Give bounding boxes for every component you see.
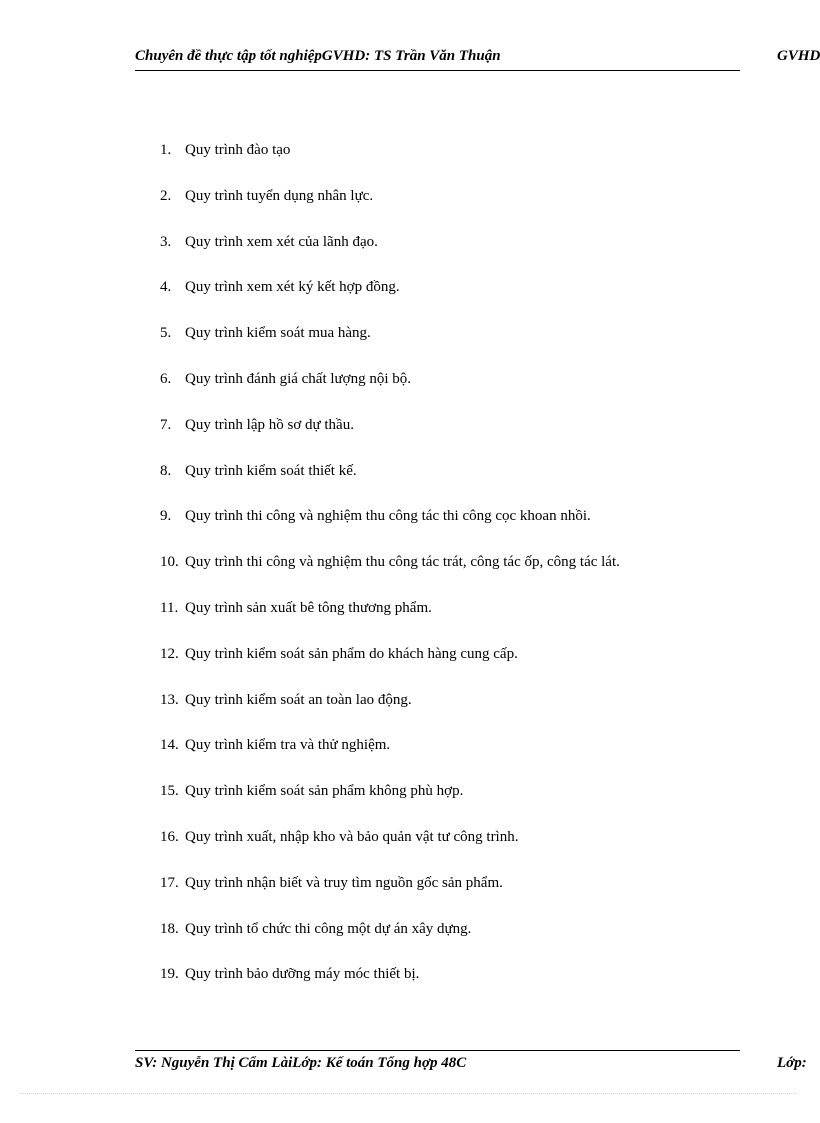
list-item <box>160 506 620 552</box>
item-number: 3. <box>160 233 172 250</box>
item-number: 13. <box>160 691 179 708</box>
item-number: 8. <box>160 462 172 479</box>
procedure-list <box>160 140 620 1010</box>
item-text: Quy trình kiểm soát thiết kế. <box>185 462 357 479</box>
item-number: 18. <box>160 920 179 937</box>
list-item <box>160 552 620 598</box>
list-item <box>160 232 620 278</box>
item-number: 15. <box>160 783 179 800</box>
item-number: 6. <box>160 370 172 387</box>
item-text: Quy trình xem xét của lãnh đạo. <box>185 233 378 250</box>
item-number: 9. <box>160 508 172 525</box>
item-number: 19. <box>160 966 179 983</box>
list-item <box>160 964 620 1010</box>
item-text: Quy trình kiểm soát an toàn lao động. <box>185 691 412 708</box>
item-text: Quy trình sản xuất bê tông thương phẩm. <box>185 599 432 616</box>
item-number: 7. <box>160 416 172 433</box>
item-text: Quy trình đào tạo <box>185 142 291 158</box>
item-number: 16. <box>160 828 179 845</box>
list-item <box>160 690 620 736</box>
page-footer: SV: Nguyễn Thị Cẩm LàiLớp: Kế toán Tổng hợp 48C <box>135 1055 467 1071</box>
page-footer-right: Lớp: <box>777 1055 807 1071</box>
item-number: 12. <box>160 645 179 662</box>
list-item <box>160 323 620 369</box>
list-item <box>160 277 620 323</box>
list-item <box>160 735 620 781</box>
list-item <box>160 369 620 415</box>
list-item <box>160 461 620 507</box>
item-text: Quy trình tổ chức thi công một dự án xây dựng. <box>185 920 472 937</box>
list-item <box>160 186 620 232</box>
list-item <box>160 415 620 461</box>
item-text: Quy trình kiểm soát mua hàng. <box>185 325 371 342</box>
list-item <box>160 644 620 690</box>
list-item <box>160 140 620 186</box>
item-text: Quy trình thi công và nghiệm thu công tác trát, công tác ốp, công tác lát. <box>185 554 620 571</box>
item-text: Quy trình kiểm soát sản phẩm không phù hợp. <box>185 783 464 800</box>
page-bottom-dotted-line <box>20 1093 796 1094</box>
item-text: Quy trình tuyển dụng nhân lực. <box>185 187 374 204</box>
item-text: Quy trình xuất, nhập kho và bảo quản vật tư công trình. <box>185 828 519 845</box>
item-text: Quy trình xem xét ký kết hợp đồng. <box>185 279 400 296</box>
list-item <box>160 873 620 919</box>
list-item <box>160 598 620 644</box>
item-text: Quy trình lập hồ sơ dự thầu. <box>185 416 354 433</box>
item-number: 1. <box>160 142 172 158</box>
footer-rule <box>135 1050 740 1051</box>
item-number: 17. <box>160 874 179 891</box>
list-item <box>160 781 620 827</box>
item-text: Quy trình nhận biết và truy tìm nguồn gốc sản phẩm. <box>185 874 503 891</box>
item-number: 11. <box>160 599 179 616</box>
header-rule <box>135 70 740 71</box>
page-header: Chuyên đề thực tập tốt nghiệpGVHD: TS Trần Văn Thuận <box>135 48 501 64</box>
item-text: Quy trình kiểm tra và thử nghiệm. <box>185 737 391 754</box>
list-item <box>160 827 620 873</box>
item-number: 4. <box>160 279 172 296</box>
item-number: 10. <box>160 554 179 571</box>
item-text: Quy trình thi công và nghiệm thu công tác thi công cọc khoan nhồi. <box>185 508 591 525</box>
item-number: 5. <box>160 325 172 342</box>
item-text: Quy trình kiểm soát sản phẩm do khách hàng cung cấp. <box>185 645 518 662</box>
item-number: 2. <box>160 187 172 204</box>
page-header-right: GVHD <box>777 48 820 64</box>
list-item <box>160 919 620 965</box>
item-text: Quy trình bảo dưỡng máy móc thiết bị. <box>185 966 420 983</box>
item-number: 14. <box>160 737 179 754</box>
item-text: Quy trình đánh giá chất lượng nội bộ. <box>185 370 412 387</box>
